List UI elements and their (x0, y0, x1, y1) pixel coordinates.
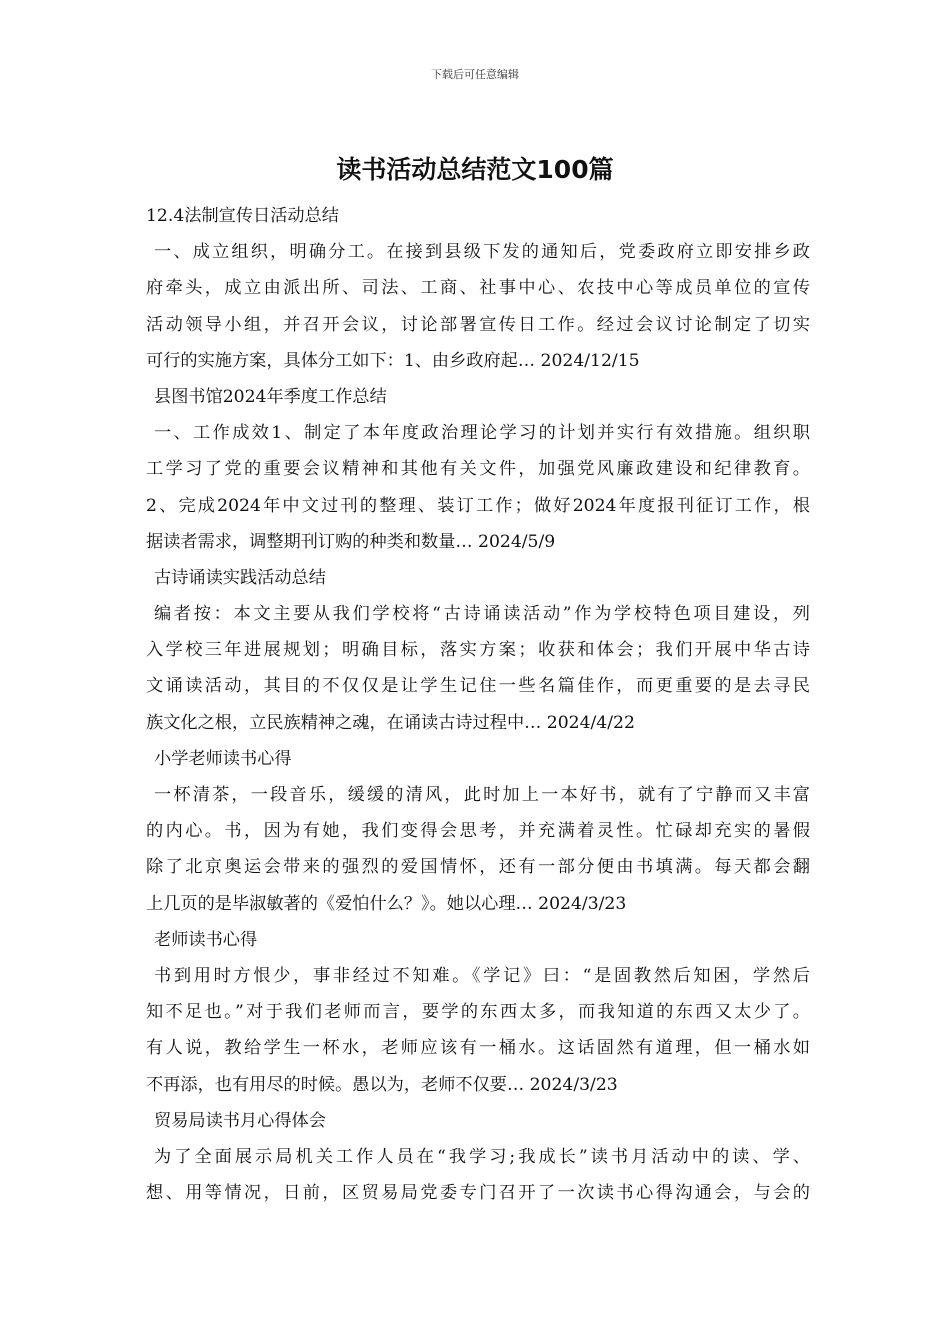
article-text-line: 书到用时方恨少，事非经过不知难。《学记》曰：“是固教然后知困，学然后 (154, 965, 810, 986)
article-text-line: 想、用等情况，日前，区贸易局党委专门召开了一次读书心得沟通会，与会的 (146, 1183, 810, 1204)
article-text-line: 一杯清茶，一段音乐，缓缓的清风，此时加上一本好书，就有了宁静而又丰富 (154, 785, 810, 805)
article-text-line: 文诵读活动，其目的不仅仅是让学生记住一些名篇佳作，而更重要的是去寻民 (146, 676, 810, 697)
document-title: 读书活动总结范文100篇 (336, 155, 614, 184)
article-text-line: 上几页的是毕淑敏著的《爱怕什么？》。她以心理… 2024/3/23 (146, 893, 627, 914)
article-text-line: 工学习了党的重要会议精神和其他有关文件，加强党风廉政建设和纪律教育。 (146, 459, 810, 480)
article-text-line: 编者按：本文主要从我们学校将“古诗诵读活动”作为学校特色项目建设，列 (154, 604, 810, 625)
document-body (146, 198, 810, 1211)
article-title: 老师读书心得 (154, 929, 258, 950)
article-text-line: 2、完成2024年中文过刊的整理、装订工作；做好2024年度报刊征订工作，根 (146, 495, 810, 516)
article-text-line: 的内心。书，因为有她，我们变得会思考，并充满着灵性。忙碌却充实的暑假 (146, 821, 810, 842)
article-text-line: 族文化之根，立民族精神之魂，在诵读古诗过程中… 2024/4/22 (146, 712, 635, 733)
article-text-line: 可行的实施方案，具体分工如下：1、由乡政府起… 2024/12/15 (146, 350, 640, 371)
header-note: 下载后可任意编辑 (431, 68, 519, 81)
article-text-line: 除了北京奥运会带来的强烈的爱国情怀，还有一部分便由书填满。每天都会翻 (146, 857, 810, 878)
article-text-line: 入学校三年进展规划；明确目标，落实方案；收获和体会；我们开展中华古诗 (146, 640, 810, 661)
article-title: 12.4法制宣传日活动总结 (146, 206, 339, 226)
article-text-line: 有人说，教给学生一杯水，老师应该有一桶水。这话固然有道理，但一桶水如 (146, 1038, 810, 1059)
article-text-line: 知不足也。”对于我们老师而言，要学的东西太多，而我知道的东西又太少了。 (146, 1002, 810, 1023)
article-text-line: 不再添，也有用尽的时候。愚以为，老师不仅要… 2024/3/23 (146, 1074, 618, 1095)
article-title: 贸易局读书月心得体会 (154, 1110, 326, 1131)
article-text-line: 据读者需求，调整期刊订购的种类和数量… 2024/5/9 (146, 531, 556, 552)
article-text-line: 为了全面展示局机关工作人员在“我学习;我成长”读书月活动中的读、学、 (154, 1146, 810, 1167)
article-text-line: 一、工作成效1、制定了本年度政治理论学习的计划并实行有效措施。组织职 (154, 423, 810, 444)
article-text-line: 一、成立组织，明确分工。在接到县级下发的通知后，党委政府立即安排乡政 (154, 242, 810, 263)
article-text-line: 府牵头，成立由派出所、司法、工商、社事中心、农技中心等成员单位的宣传 (146, 278, 810, 299)
article-text-line: 活动领导小组，并召开会议，讨论部署宣传日工作。经过会议讨论制定了切实 (146, 314, 810, 335)
article-title: 小学老师读书心得 (154, 748, 292, 769)
article-title: 县图书馆2024年季度工作总结 (154, 386, 387, 407)
article-title: 古诗诵读实践活动总结 (154, 567, 326, 588)
